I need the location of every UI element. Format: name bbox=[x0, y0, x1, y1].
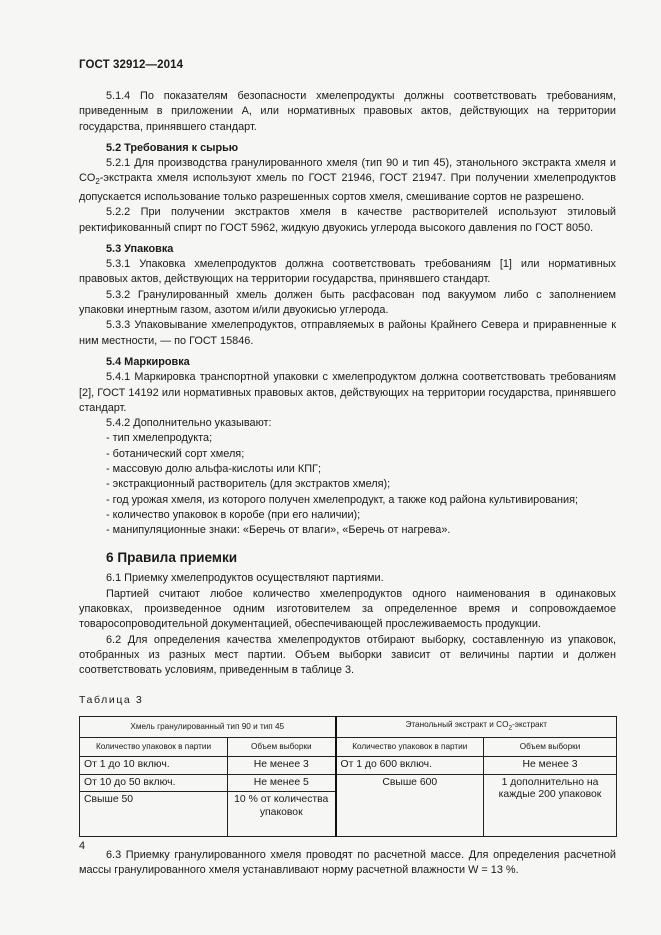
paragraph-5-2-2: 5.2.2 При получении экстрактов хмеля в качестве растворителей используют этиловый ректификованный спирт по ГОСТ 5962, жидкую двуокись углерода высокого давления по ГОСТ 8050. bbox=[79, 206, 616, 234]
list-item: - экстракционный растворитель (для экстрактов хмеля); bbox=[106, 478, 391, 491]
table-cell: Не менее 3 bbox=[228, 757, 336, 775]
paragraph-5-3-2: 5.3.2 Гранулированный хмель должен быть расфасован под вакуумом либо с заполнением упаковки инертным газом, азотом и/или двуокисью углерода. bbox=[79, 288, 616, 317]
table-column-header: Объем выборки bbox=[484, 738, 617, 757]
table-cell: Не менее 3 bbox=[484, 757, 617, 775]
paragraph-5-3-3: 5.3.3 Упаковывание хмелепродуктов, отправляемых в районы Крайнего Севера и приравненные к ним местности, — по ГОСТ 15846. bbox=[79, 319, 616, 347]
table-cell: От 1 до 600 включ. bbox=[336, 757, 484, 775]
paragraph-5-4-1: 5.4.1 Маркировка транспортной упаковки с хмелепродуктом должна соответствовать требованиям [2], ГОСТ 14192 или нормативных правовых актов, действующих на территории государства, принявшего стандарт. bbox=[79, 371, 616, 414]
section-5-3-heading: 5.3 Упаковка bbox=[106, 242, 174, 255]
table-row bbox=[80, 774, 617, 792]
table-3 bbox=[79, 716, 617, 837]
section-5-4-heading: 5.4 Маркировка bbox=[106, 355, 190, 368]
table-column-header: Объем выборки bbox=[228, 738, 336, 757]
paragraph-5-2-1: 5.2.1 Для производства гранулированного хмеля (тип 90 и тип 45), этанольного экстракта хмеля и $CO_2$-экстракта хмеля используют хмель по ГОСТ 21946, ГОСТ 21947. При получении хмелепродуктов допускается использование только разрешенных сортов хмеля, смешивание сортов не разрешено. bbox=[79, 157, 616, 203]
paragraph-6-2: 6.2 Для определения качества хмелепродуктов отбирают выборку, составленную из упаковок, отобранных из разных мест партии. Объем выборки зависит от величины партии и должен соответствовать условиям, приведенным в таблице 3. bbox=[79, 633, 616, 677]
table-cell: Не менее 5 bbox=[228, 774, 336, 792]
paragraph-5-1-4: 5.1.4 По показателям безопасности хмелепродукты должны соответствовать требованиям, приведенным в приложении А, или нормативных правовых актов, действующих на территории государства, принявшего стандарт. bbox=[79, 90, 616, 133]
list-item: - ботанический сорт хмеля; bbox=[106, 447, 245, 460]
list-item: - год урожая хмеля, из которого получен хмелепродукт, а также код района культивирования; bbox=[106, 493, 579, 506]
paragraph-5-3-1: 5.3.1 Упаковка хмелепродуктов должна соответствовать требованиям [1] или нормативных правовых актов, действующих на территории государства, принявшего стандарт. bbox=[79, 258, 616, 286]
document-code: ГОСТ 32912—2014 bbox=[79, 59, 184, 71]
table-cell: Свыше 50 bbox=[80, 792, 228, 837]
table-column-header: Количество упаковок в партии bbox=[336, 738, 484, 757]
table-cell: Свыше 600 bbox=[336, 774, 484, 837]
paragraph-6-1: 6.1 Приемку хмелепродуктов осуществляют партиями. bbox=[106, 572, 384, 585]
paragraph-6-1-batch: Партией считают любое количество хмелепродуктов одного наименования в одинаковых упаковках, произведенное одним изготовителем за определенное время и сопровождаемое товаросопроводительной документацией, обеспечивающей прослеживаемость продукции. bbox=[79, 587, 616, 631]
list-item: - количество упаковок в коробе (при его наличии); bbox=[106, 508, 361, 521]
page-number: 4 bbox=[79, 840, 86, 852]
list-item: - манипуляционные знаки: «Беречь от влаги», «Беречь от нагрева». bbox=[106, 524, 451, 537]
document-body bbox=[79, 89, 616, 879]
table-group-header-pellets: Хмель гранулированный тип 90 и тип 45 bbox=[80, 716, 336, 737]
table-group-header-extracts: Этанольный экстракт и $CO_2$-экстракт bbox=[336, 716, 617, 737]
section-5-2-heading: 5.2 Требования к сырью bbox=[106, 141, 239, 154]
table-cell: 1 дополнительно на каждые 200 упаковок bbox=[484, 774, 617, 837]
paragraph-5-4-2: 5.4.2 Дополнительно указывают: bbox=[106, 417, 272, 430]
list-item: - тип хмелепродукта; bbox=[106, 432, 213, 445]
table-cell: От 1 до 10 включ. bbox=[80, 757, 228, 775]
table-column-header: Количество упаковок в партии bbox=[80, 738, 228, 757]
list-item: - массовую долю альфа-кислоты или КПГ; bbox=[106, 463, 321, 475]
table-caption: Таблица 3 bbox=[79, 693, 144, 706]
table-cell: От 10 до 50 включ. bbox=[80, 774, 228, 792]
table-row bbox=[80, 757, 617, 775]
paragraph-6-3: 6.3 Приемку гранулированного хмеля проводят по расчетной массе. Для определения расчетной массы гранулированного хмеля устанавливают норму расчетной влажности W = 13 %. bbox=[79, 849, 616, 877]
table-cell: 10 % от количества упаковок bbox=[228, 792, 336, 837]
section-6-heading: 6 Правила приемки bbox=[106, 550, 238, 566]
